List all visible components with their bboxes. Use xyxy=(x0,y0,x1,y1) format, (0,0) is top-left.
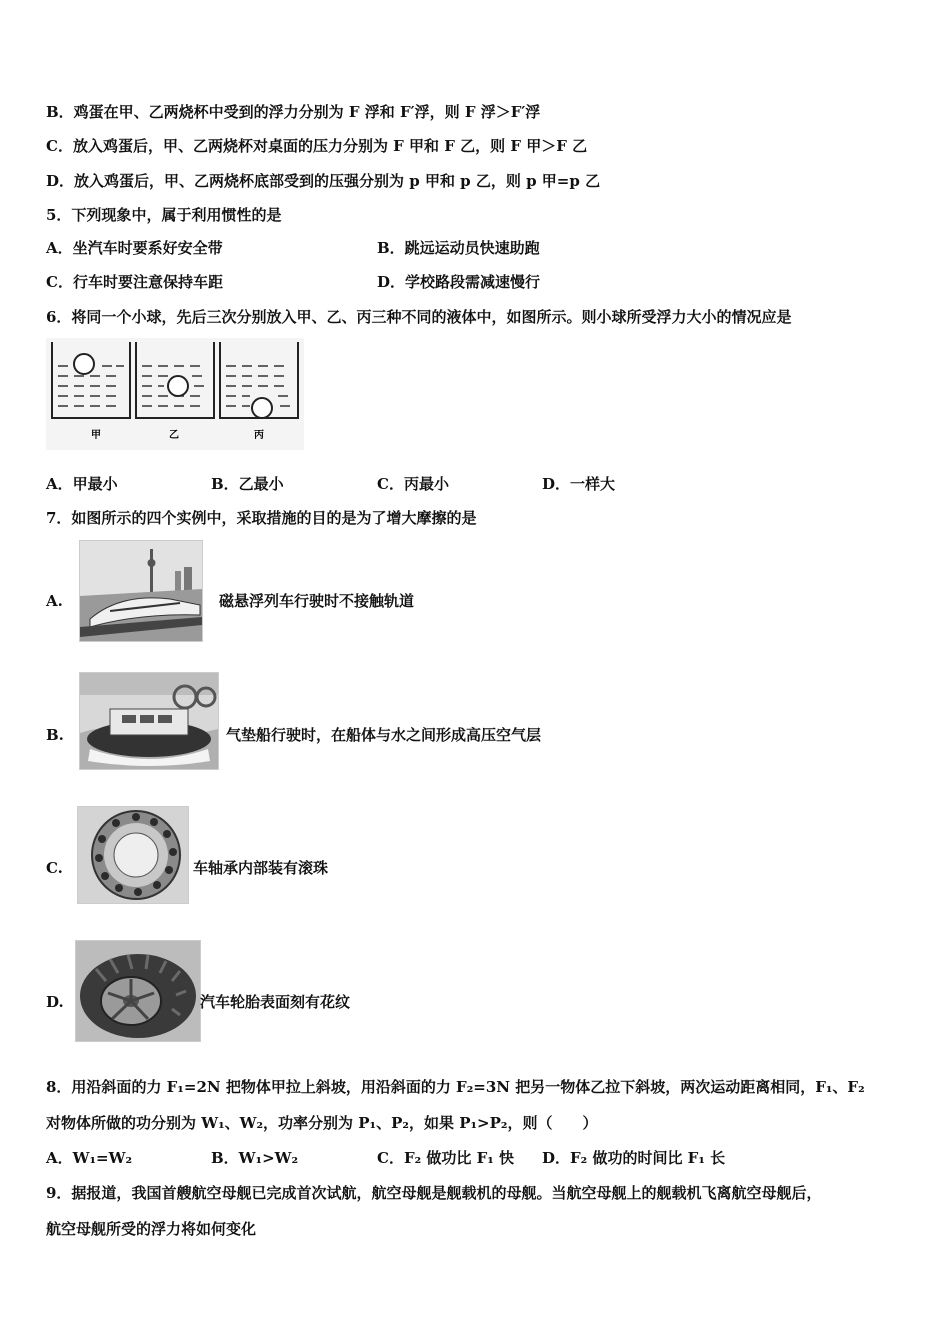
label-bing: 丙 xyxy=(254,430,264,441)
q8-stem-line2: 对物体所做的功分别为 W₁、W₂，功率分别为 P₁、P₂，如果 P₁>P₂，则（ ） xyxy=(46,1114,598,1132)
label-yi: 乙 xyxy=(169,430,179,441)
q7-letter-a: A. xyxy=(46,592,63,610)
maglev-train-photo xyxy=(79,540,203,642)
q4-option-c: C．放入鸡蛋后，甲、乙两烧杯对桌面的压力分别为 F 甲和 F 乙，则 F 甲＞F 乙 xyxy=(46,137,588,155)
ball-bearing-photo xyxy=(77,806,189,904)
q7-letter-b: B. xyxy=(46,726,64,744)
q7-caption-a: 磁悬浮列车行驶时不接触轨道 xyxy=(219,592,415,610)
q8-option-c: C．F₂ 做功比 F₁ 快 xyxy=(377,1149,515,1167)
ball-bing xyxy=(252,398,272,418)
q4-option-b: B．鸡蛋在甲、乙两烧杯中受到的浮力分别为 F 浮和 F′浮，则 F 浮＞F′浮 xyxy=(46,103,541,121)
q5-option-b: B．跳远运动员快速助跑 xyxy=(377,239,540,257)
q8-option-a: A．W₁=W₂ xyxy=(46,1149,133,1167)
q6-option-d: D．一样大 xyxy=(542,475,616,493)
q6-beakers-figure xyxy=(46,338,304,450)
hovercraft-photo xyxy=(79,672,219,770)
q5-option-c: C．行车时要注意保持车距 xyxy=(46,273,223,291)
q7-stem: 7．如图所示的四个实例中，采取措施的目的是为了增大摩擦的是 xyxy=(46,509,477,527)
q5-stem: 5．下列现象中，属于利用惯性的是 xyxy=(46,206,282,224)
ball-yi xyxy=(168,376,188,396)
q8-option-b: B．W₁>W₂ xyxy=(211,1149,299,1167)
q4-option-d: D．放入鸡蛋后，甲、乙两烧杯底部受到的压强分别为 p 甲和 p 乙，则 p 甲=p 乙 xyxy=(46,172,601,190)
q7-letter-d: D. xyxy=(46,993,64,1011)
car-tire-photo xyxy=(75,940,201,1042)
q5-option-d: D．学校路段需减速慢行 xyxy=(377,273,541,291)
q8-option-d: D．F₂ 做功的时间比 F₁ 长 xyxy=(542,1149,726,1167)
q6-option-b: B．乙最小 xyxy=(211,475,284,493)
q9-stem-line1: 9．据报道，我国首艘航空母舰已完成首次试航，航空母舰是舰载机的母舰。当航空母舰上的舰载机飞离航空母舰后， xyxy=(46,1184,822,1202)
q6-option-a: A．甲最小 xyxy=(46,475,118,493)
q6-stem: 6．将同一个小球，先后三次分别放入甲、乙、丙三种不同的液体中，如图所示。则小球所受浮力大小的情况应是 xyxy=(46,308,792,326)
q8-stem-line1: 8．用沿斜面的力 F₁=2N 把物体甲拉上斜坡，用沿斜面的力 F₂=3N 把另一物体乙拉下斜坡，两次运动距离相同，F₁、F₂ xyxy=(46,1078,865,1096)
q5-option-a: A．坐汽车时要系好安全带 xyxy=(46,239,223,257)
q7-letter-c: C. xyxy=(46,859,63,877)
q7-caption-b: 气垫船行驶时，在船体与水之间形成高压空气层 xyxy=(226,726,542,744)
q6-option-c: C．丙最小 xyxy=(377,475,449,493)
q7-caption-c: 车轴承内部装有滚珠 xyxy=(193,859,329,877)
ball-jia xyxy=(74,354,94,374)
q9-stem-line2: 航空母舰所受的浮力将如何变化 xyxy=(46,1220,257,1238)
label-jia: 甲 xyxy=(91,430,101,441)
q7-caption-d: 汽车轮胎表面刻有花纹 xyxy=(200,993,351,1011)
